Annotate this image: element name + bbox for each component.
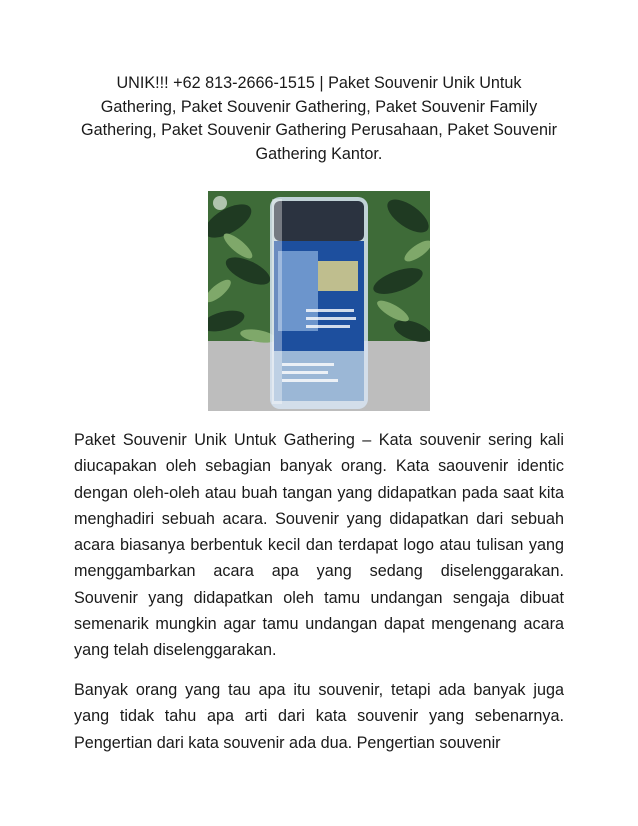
- product-photo: [208, 191, 430, 411]
- document-title: UNIK!!! +62 813-2666-1515 | Paket Souvenir Unik Untuk Gathering, Paket Souvenir Gathering, Paket Souvenir Family Gathering, Paket Souvenir Gathering Perusahaan, Paket Souvenir Gathering Kantor.: [80, 74, 558, 163]
- paragraph: Paket Souvenir Unik Untuk Gathering – Kata souvenir sering kali diucapakan oleh sebagian banyak orang. Kata saouvenir identic dengan oleh-oleh atau buah tangan yang didapatkan pada saat kita menghadiri sebuah acara. Souvenir yang didapatkan dari sebuah acara biasanya berbentuk kecil dan terdapat logo atau tulisan yang menggambarkan acara apa yang sedang diselenggarakan. Souvenir yang didapatkan oleh tamu undangan sengaja dibuat semenarik mungkin agar tamu undangan dapat mengenang acara yang telah diselenggarakan.: [74, 431, 564, 660]
- tumbler-photo: [208, 191, 430, 411]
- paragraph: Banyak orang yang tau apa itu souvenir, tetapi ada banyak juga yang tidak tahu apa arti dari kata souvenir yang sebenarnya. Pengertian dari kata souvenir ada dua. Pengertian souvenir: [74, 681, 564, 752]
